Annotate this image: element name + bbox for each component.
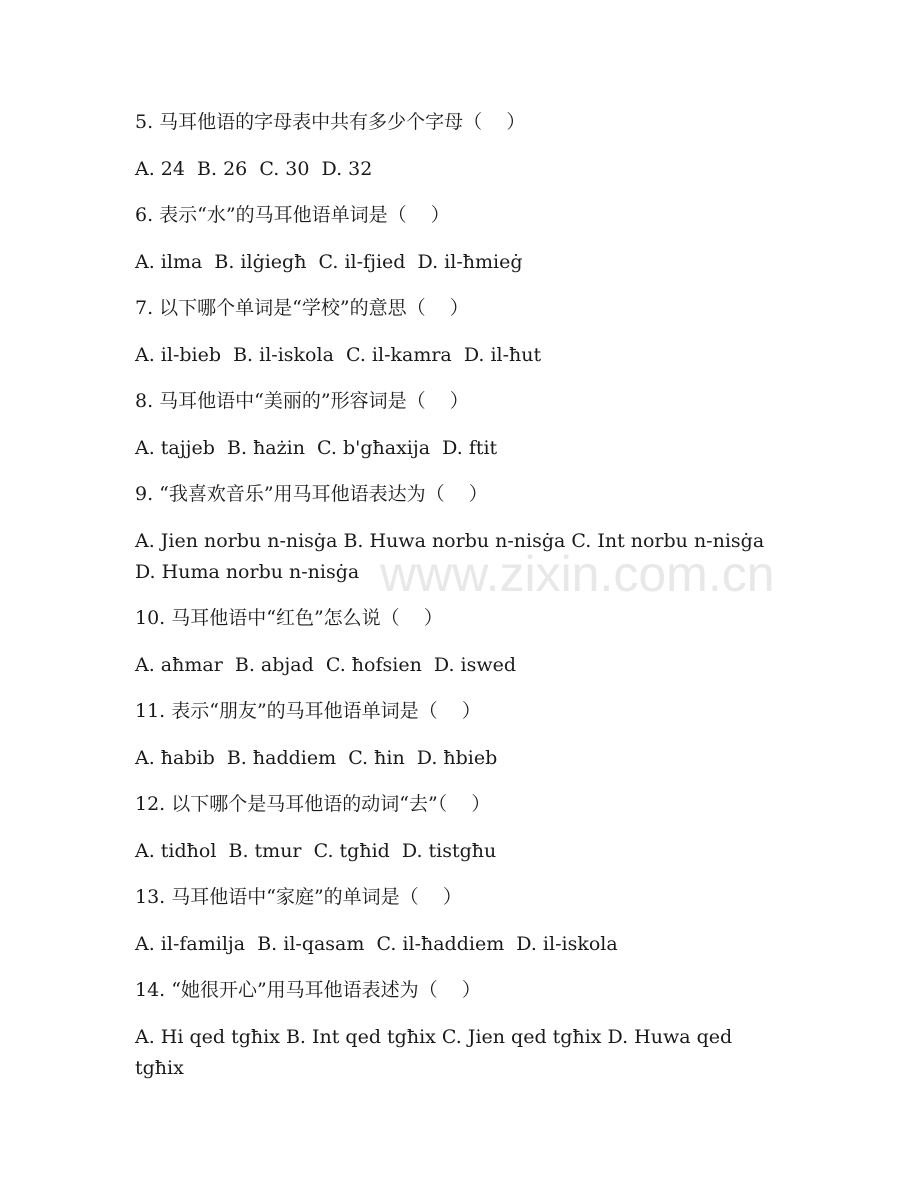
question-stem: 8. 马耳他语中“美丽的”形容词是（ ） bbox=[135, 390, 469, 412]
question-options: A. tidħol B. tmur C. tgħid D. tistgħu bbox=[135, 840, 497, 862]
question-options: A. Jien norbu n-nisġa B. Huwa norbu n-nisġa C. Int norbu n-nisġa D. Huma norbu n-nisġa bbox=[135, 530, 765, 583]
question-options: A. il-bieb B. il-iskola C. il-kamra D. il-ħut bbox=[135, 344, 542, 366]
question-stem: 7. 以下哪个单词是“学校”的意思（ ） bbox=[135, 297, 469, 319]
question-stem: 5. 马耳他语的字母表中共有多少个字母（ ） bbox=[135, 111, 526, 133]
question-stem: 9. “我喜欢音乐”用马耳他语表达为（ ） bbox=[135, 483, 488, 505]
question-stem: 14. “她很开心”用马耳他语表述为（ ） bbox=[135, 979, 481, 1001]
question-stem: 12. 以下哪个是马耳他语的动词“去”（ ） bbox=[135, 793, 491, 815]
question-options: A. ħabib B. ħaddiem C. ħin D. ħbieb bbox=[135, 747, 498, 769]
watermark: www.zixin.com.cn bbox=[380, 546, 775, 602]
question-stem: 11. 表示“朋友”的马耳他语单词是（ ） bbox=[135, 700, 481, 722]
question-options: A. ilma B. ilġiegħ C. il-fjied D. il-ħmieġ bbox=[135, 251, 523, 273]
question-stem: 10. 马耳他语中“红色”怎么说（ ） bbox=[135, 607, 443, 629]
question-options: A. il-familja B. il-qasam C. il-ħaddiem D. il-iskola bbox=[135, 933, 618, 955]
question-options: A. aħmar B. abjad C. ħofsien D. iswed bbox=[135, 654, 517, 676]
question-options: A. tajjeb B. ħażin C. b'għaxija D. ftit bbox=[135, 437, 498, 459]
question-options: A. Hi qed tgħix B. Int qed tgħix C. Jien qed tgħix D. Huwa qed tgħix bbox=[135, 1026, 733, 1079]
question-options: A. 24 B. 26 C. 30 D. 32 bbox=[135, 158, 373, 180]
question-stem: 13. 马耳他语中“家庭”的单词是（ ） bbox=[135, 886, 462, 908]
question-stem: 6. 表示“水”的马耳他语单词是（ ） bbox=[135, 204, 450, 226]
